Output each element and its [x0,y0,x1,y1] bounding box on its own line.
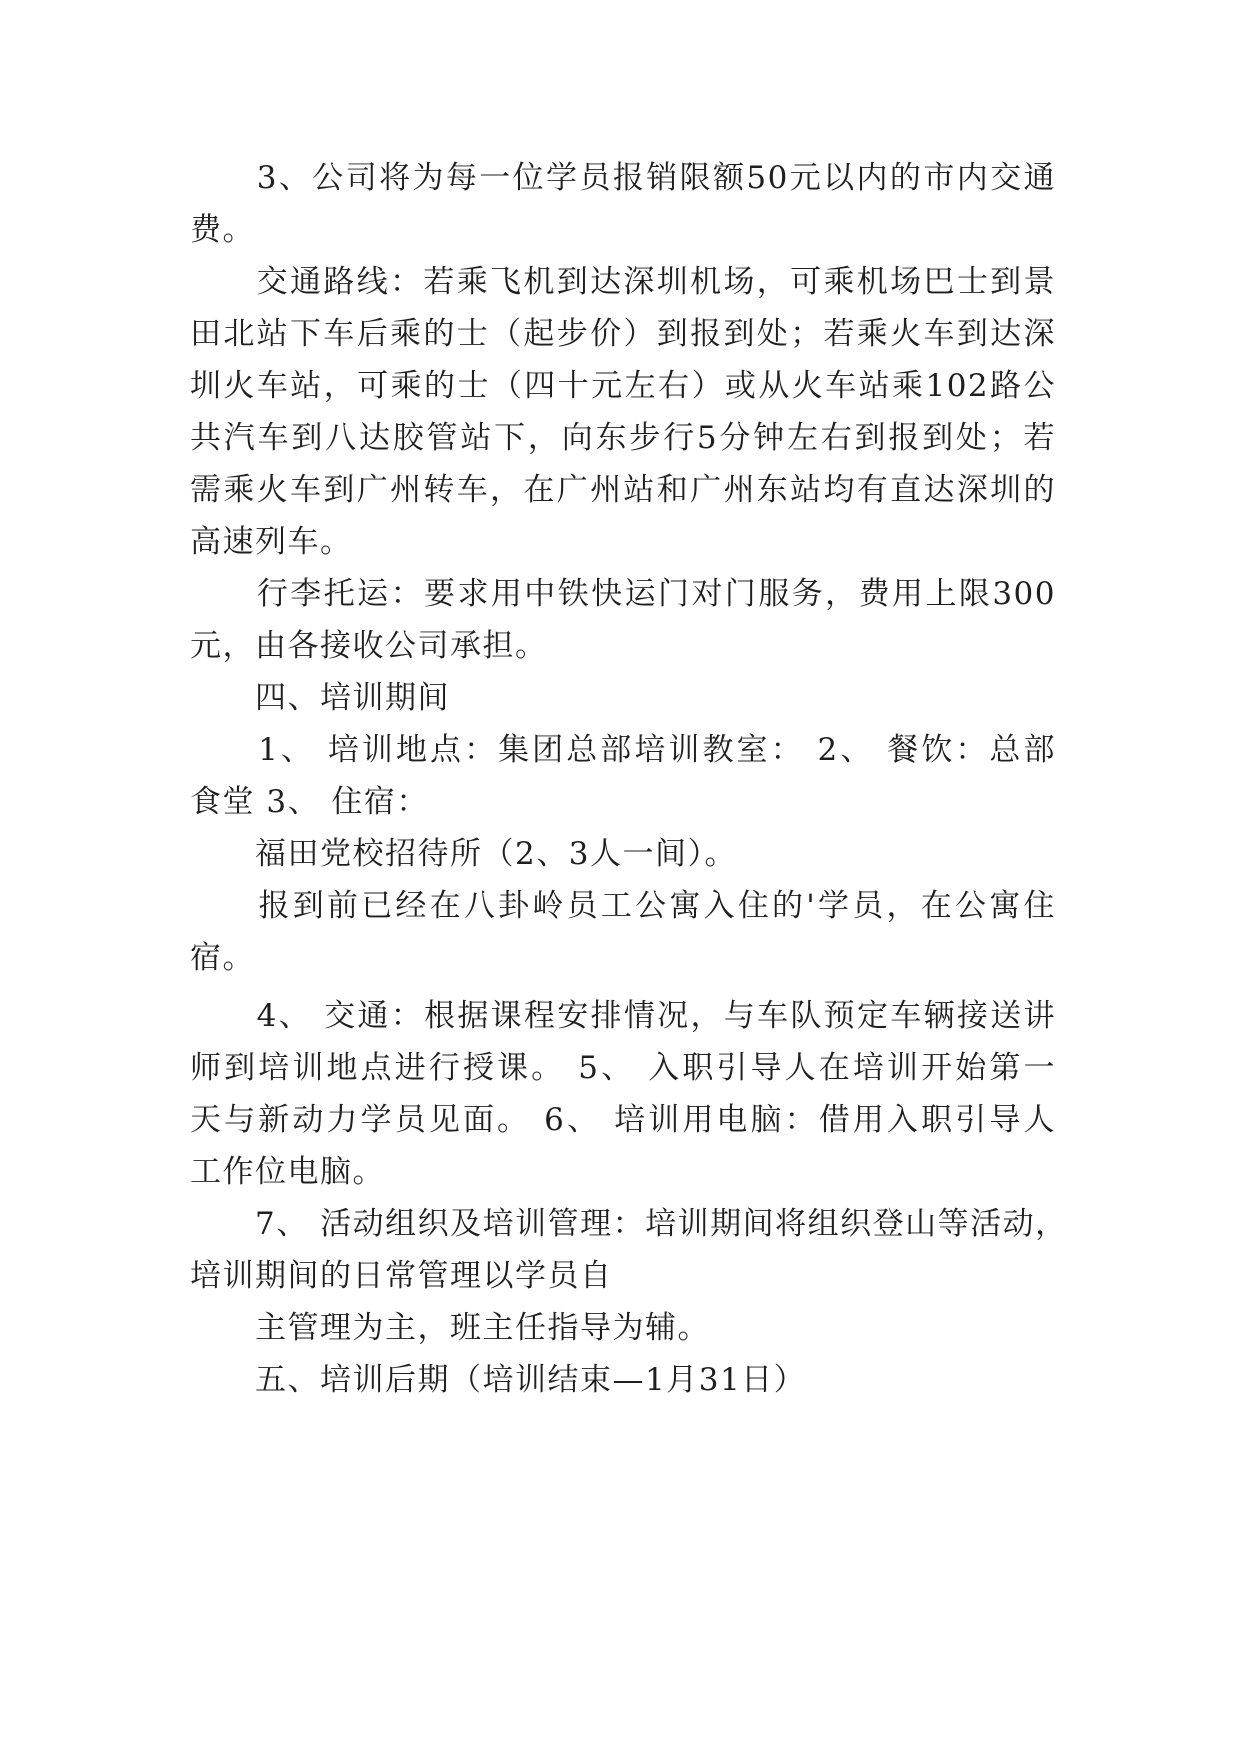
paragraph-line: 师到培训地点进行授课。 5、 入职引导人在培训开始第一 [190,1050,1056,1086]
paragraph-line: 需乘火车到广州转车，在广州站和广州东站均有直达深圳的 [190,472,1056,508]
paragraph-line: 食堂 3、 住宿： [190,784,429,820]
section-heading: 四、培训期间 [190,680,450,716]
paragraph-line: 培训期间的日常管理以学员自 [190,1258,613,1294]
paragraph-line: 交通路线：若乘飞机到达深圳机场，可乘机场巴士到景 [190,264,1056,300]
paragraph-line: 3、公司将为每一位学员报销限额50元以内的市内交通 [190,160,1056,196]
paragraph-line: 福田党校招待所（2、3人一间）。 [190,836,737,872]
paragraph-line: 报到前已经在八卦岭员工公寓入住的'学员，在公寓住 [190,888,1056,924]
paragraph-line: 田北站下车后乘的士（起步价）到报到处；若乘火车到达深 [190,316,1056,352]
paragraph-line: 4、 交通：根据课程安排情况，与车队预定车辆接送讲 [190,998,1056,1034]
paragraph-line: 工作位电脑。 [190,1154,385,1190]
paragraph-line: 高速列车。 [190,524,353,560]
paragraph-line: 1、 培训地点：集团总部培训教室： 2、 餐饮：总部 [190,732,1056,768]
paragraph-line: 共汽车到八达胶管站下，向东步行5分钟左右到报到处；若 [190,420,1056,456]
paragraph-line: 费。 [190,212,255,248]
paragraph-line: 宿。 [190,940,255,976]
paragraph-line: 主管理为主，班主任指导为辅。 [190,1310,710,1346]
paragraph-line: 元，由各接收公司承担。 [190,628,548,664]
paragraph-line: 圳火车站，可乘的士（四十元左右）或从火车站乘102路公 [190,368,1056,404]
paragraph-line: 7、 活动组织及培训管理：培训期间将组织登山等活动， [190,1206,1068,1242]
paragraph-line: 行李托运：要求用中铁快运门对门服务，费用上限300 [190,576,1056,612]
section-heading: 五、培训后期（培训结束—1月31日） [190,1362,807,1398]
paragraph-line: 天与新动力学员见面。 6、 培训用电脑：借用入职引导人 [190,1102,1056,1138]
